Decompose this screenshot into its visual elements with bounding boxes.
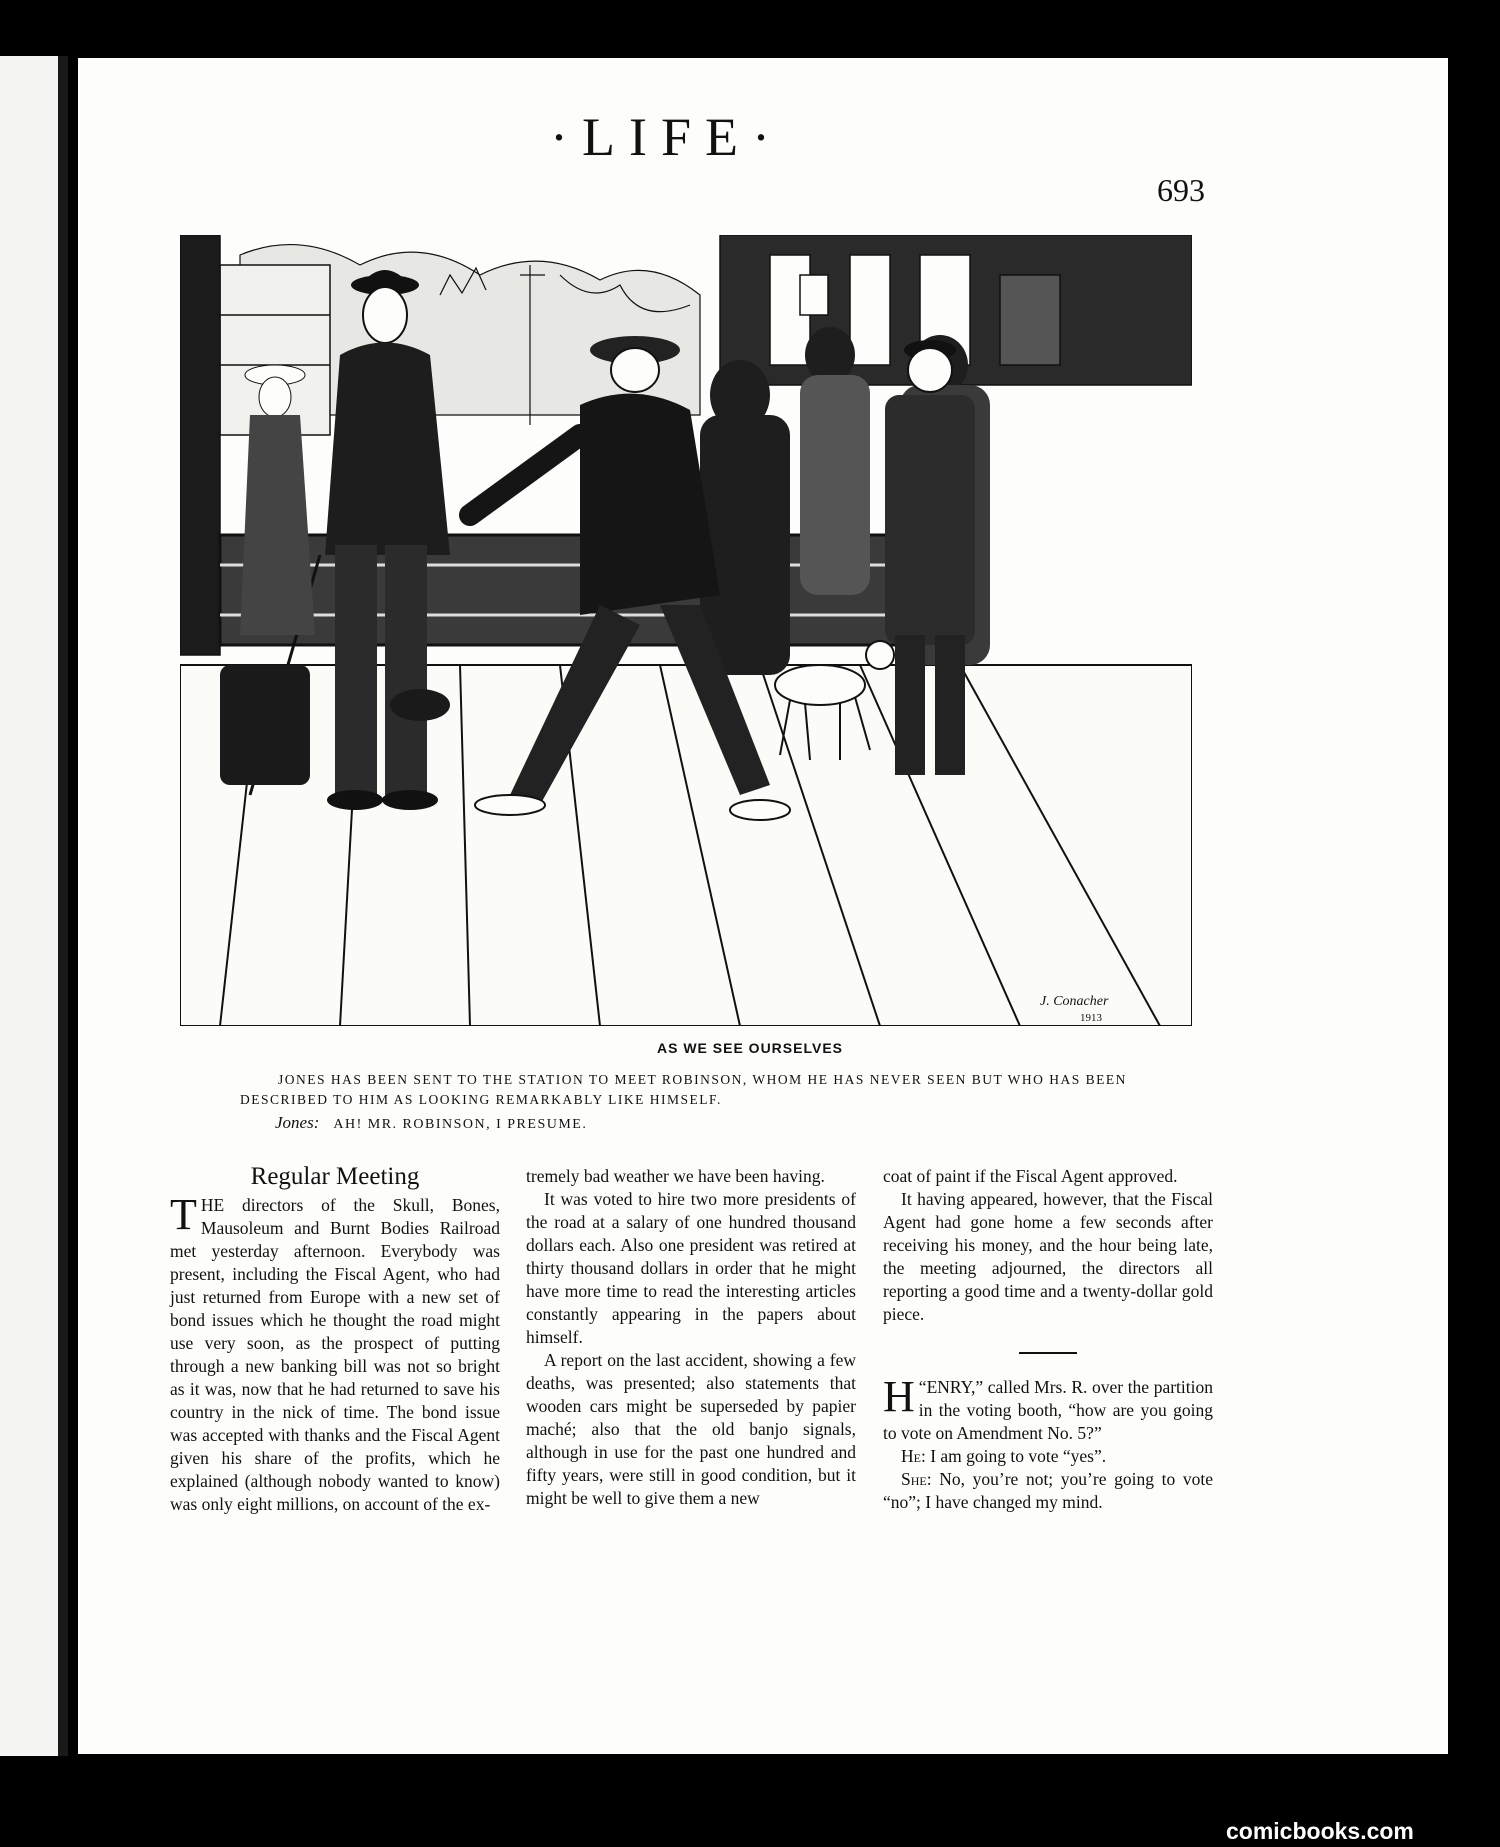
watermark: comicbooks.com bbox=[1226, 1818, 1414, 1844]
section-divider bbox=[1019, 1352, 1077, 1354]
wooden-platform bbox=[180, 665, 1192, 1026]
joke-paragraph-1-text: ENRY,” called Mrs. R. over the partition in the voting booth, “how are you going to vote on Amendment No. 5?” bbox=[883, 1377, 1213, 1443]
article-paragraph-1-text: HE directors of the Skull, Bones, Mausoleum and Burnt Bodies Railroad met yesterday afternoon. Everybody was present, including the Fiscal Agent, who had just returned from Europe with a new set of bond issues which he thought the road might use very soon, as the prospect of putting through a new banking bill was not so bright as it was, now that he had returned to save his country in the nick of time. The bond issue was accepted with thanks and the Fiscal Agent given his share of the profits, which he explained (although nobody wanted to know) was only eight millions, on account of the ex- bbox=[170, 1195, 500, 1514]
article-paragraph-4: It having appeared, however, that the Fiscal Agent had gone home a few seconds after receiving his money, and the hour being late, the meeting adjourned, the directors all reporting a good time and a twenty-dollar gold piece. bbox=[883, 1189, 1213, 1324]
article-headline: Regular Meeting bbox=[250, 1163, 420, 1190]
article-column-1 bbox=[170, 1165, 500, 1516]
joke-she-label: She bbox=[901, 1469, 927, 1489]
joke-paragraph-1 bbox=[883, 1372, 1213, 1445]
page-number: 693 bbox=[1157, 172, 1205, 208]
article-paragraph-1 bbox=[170, 1190, 500, 1516]
cartoon-illustration bbox=[180, 235, 1192, 1026]
caption-dialogue bbox=[275, 1113, 587, 1133]
caption-body: JONES HAS BEEN SENT TO THE STATION TO MEET ROBINSON, WHOM HE HAS NEVER SEEN BUT WHO HAS BEEN DESCRIBED TO HIM AS LOOKING REMARKABLY LIKE HIMSELF. bbox=[240, 1072, 1127, 1107]
joke-she-text: : No, you’re not; you’re going to vote “no”; I have changed my mind. bbox=[883, 1469, 1213, 1512]
article-column-3 bbox=[883, 1165, 1213, 1514]
joke-he-label: He bbox=[901, 1446, 921, 1466]
artist-signature: J. Conacher bbox=[1040, 994, 1109, 1009]
joke-dropcap: H bbox=[883, 1372, 915, 1421]
article-paragraph-1-continued: tremely bad weather we have been having. bbox=[526, 1166, 825, 1186]
caption-line: AH! MR. ROBINSON, I PRESUME. bbox=[333, 1117, 588, 1132]
article-paragraph-3-continued: coat of paint if the Fiscal Agent approved. bbox=[883, 1166, 1178, 1186]
joke-he-text: : I am going to vote “yes”. bbox=[920, 1446, 1107, 1466]
caption-title: AS WE SEE OURSELVES bbox=[657, 1040, 843, 1056]
adjacent-page-edge bbox=[0, 56, 58, 1756]
article-column-2 bbox=[526, 1165, 856, 1510]
article-paragraph-3: A report on the last accident, showing a few deaths, was presented; also statements that wooden cars might be superseded by papier maché; also that the old banjo signals, although in use for the past one hundred and fifty years, were still in good condition, but it might be well to give them a new bbox=[526, 1350, 856, 1508]
masthead: ·LIFE· bbox=[550, 107, 784, 167]
caption-speaker: Jones: bbox=[275, 1113, 320, 1132]
artist-year: 1913 bbox=[1080, 1012, 1102, 1024]
article-dropcap: T bbox=[170, 1190, 197, 1239]
article-paragraph-2: It was voted to hire two more presidents of the road at a salary of one hundred thousand dollars each. Also one president was retired at thirty thousand dollars in order that he might have more time to read the interesting articles constantly appearing in the papers about himself. bbox=[526, 1189, 856, 1347]
binding-shadow bbox=[58, 56, 68, 1756]
joke-open-quote: “ bbox=[918, 1377, 927, 1397]
joke-he-line bbox=[883, 1445, 1213, 1468]
joke-she-line bbox=[883, 1468, 1213, 1514]
